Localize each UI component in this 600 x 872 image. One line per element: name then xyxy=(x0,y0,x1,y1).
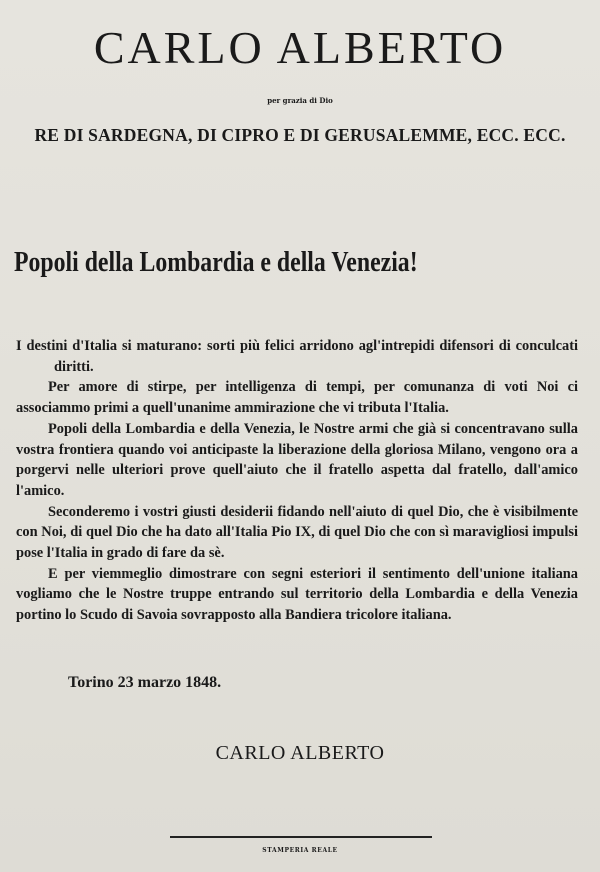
realm-titles: RE DI SARDEGNA, DI CIPRO E DI GERUSALEMME, ECC. ECC. xyxy=(34,125,566,145)
paragraph: Seconderemo i vostri giusti desiderii fidando nell'aiuto di quel Dio, che è visibilmente con Noi, di quel Dio che ha dato all'Italia Pio IX, di quel Dio che con sì maravigliosi impulsi pose l'Italia in grado di fare da sè. xyxy=(16,503,578,562)
proclamation-body xyxy=(16,336,578,626)
printer-imprint: STAMPERIA REALE xyxy=(262,847,338,854)
date-line: Torino 23 marzo 1848. xyxy=(68,674,222,691)
footer-rule xyxy=(170,836,432,838)
document-subtitle: per grazia di Dio xyxy=(267,96,333,105)
signature: CARLO ALBERTO xyxy=(215,742,385,764)
paragraph: E per viemmeglio dimostrare con segni esteriori il sentimento dell'unione italiana vogliamo che le Nostre truppe entrando sul territorio della Lombardia e della Venezia portino lo Scudo di Savoia sovrapposto alla Bandiera tricolore italiana. xyxy=(16,565,578,624)
document-title: CARLO ALBERTO xyxy=(93,22,507,73)
paragraph: Popoli della Lombardia e della Venezia, le Nostre armi che già si concentravano sulla vostra frontiera quando voi anticipaste la liberazione della gloriosa Milano, vengono ora a porgervi nelle ulteriori prove quell'aiuto che il fratello aspetta dal fratello, dall'amico l'amico. xyxy=(16,420,578,499)
paragraph: I destini d'Italia si maturano: sorti più felici arridono agl'intrepidi difensori di conculcati diritti. xyxy=(16,338,578,375)
paragraph: Per amore di stirpe, per intelligenza di tempi, per comunanza di voti Noi ci associammo primi a quell'unanime ammirazione che vi tributa l'Italia. xyxy=(16,379,578,417)
address-heading: Popoli della Lombardia e della Venezia! xyxy=(14,246,418,278)
